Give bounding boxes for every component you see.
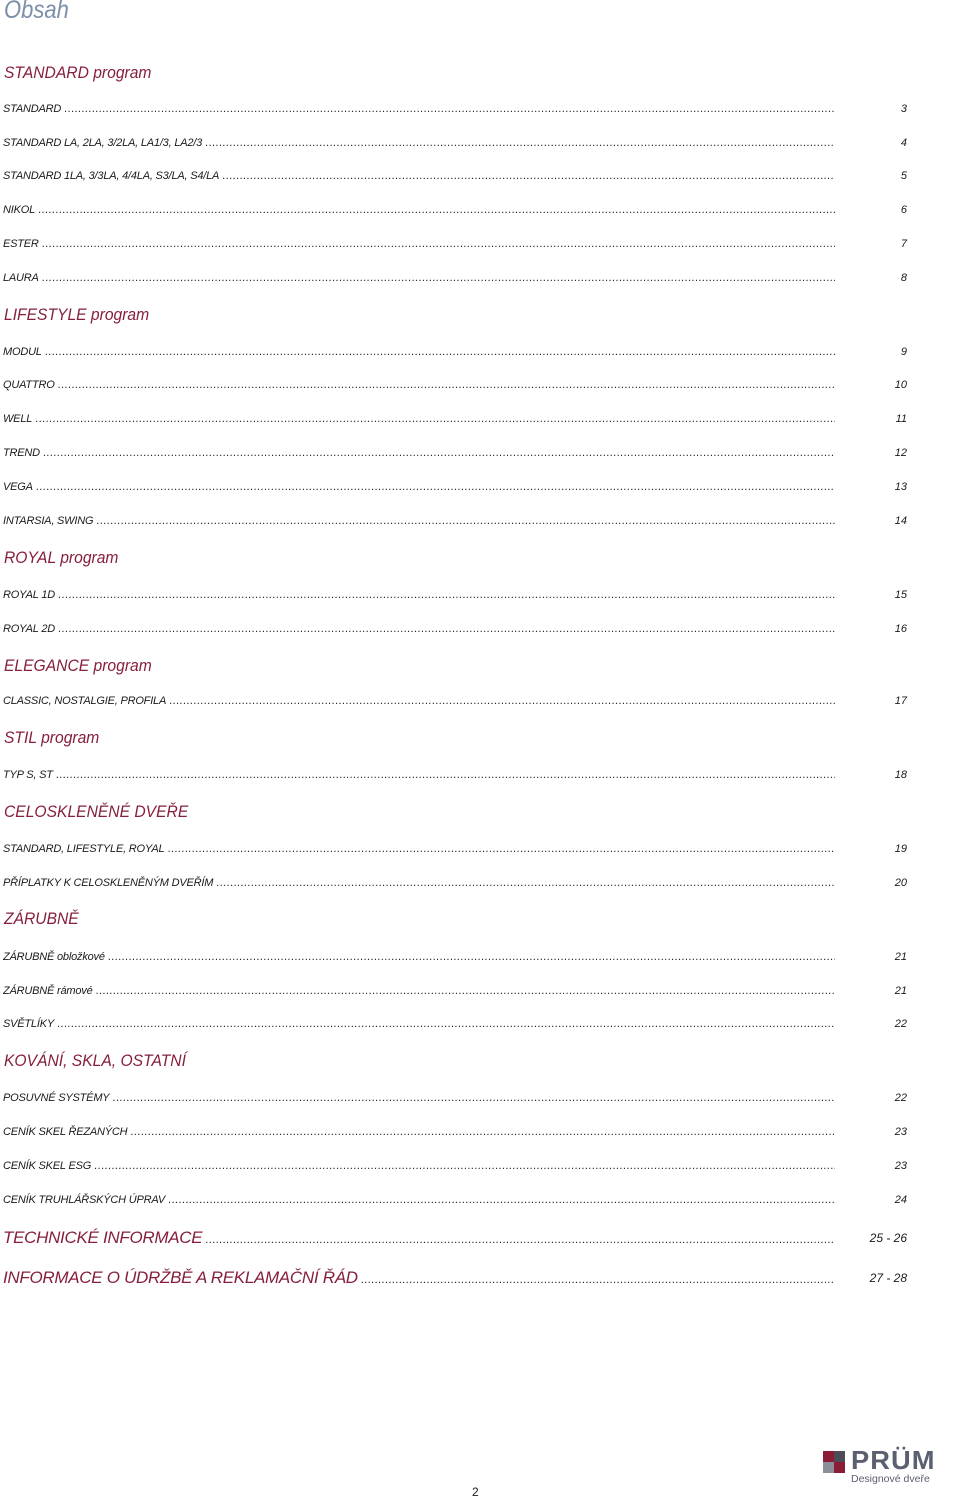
toc-entry-label-wrap bbox=[3, 693, 835, 709]
toc-entry[interactable] bbox=[0, 202, 960, 218]
toc-entry[interactable] bbox=[0, 1124, 960, 1140]
toc-entry[interactable] bbox=[0, 513, 960, 529]
toc-entry-label-wrap bbox=[3, 587, 835, 603]
toc-entry-label-wrap bbox=[3, 1016, 835, 1032]
logo-tagline: Designové dveře bbox=[851, 1473, 930, 1485]
toc-entry-label: WELL bbox=[3, 413, 33, 425]
toc-entry-label: ZÁRUBNĚ rámové bbox=[3, 985, 93, 997]
section-heading: CELOSKLENĚNÉ DVEŘE bbox=[4, 802, 189, 821]
toc-entry-page: 4 bbox=[900, 137, 907, 149]
toc-entry-page: 20 bbox=[894, 877, 907, 889]
toc-entry-page: 9 bbox=[900, 346, 907, 358]
toc-entry-page: 15 bbox=[894, 589, 907, 601]
toc-entry-label: CENÍK SKEL ŘEZANÝCH bbox=[3, 1126, 128, 1138]
toc-entry-label: STANDARD 1LA, 3/3LA, 4/4LA, S3/LA, S4/LA bbox=[3, 170, 220, 182]
toc-entry-label: STANDARD, LIFESTYLE, ROYAL bbox=[3, 843, 165, 855]
toc-entry[interactable] bbox=[0, 411, 960, 427]
toc-entry-label-wrap bbox=[3, 513, 835, 529]
toc-entry-label-wrap bbox=[3, 949, 835, 965]
toc-entry-label: INTARSIA, SWING bbox=[3, 515, 94, 527]
toc-entry-label-wrap bbox=[3, 841, 835, 857]
toc-entry[interactable] bbox=[0, 101, 960, 117]
toc-entry-label-wrap bbox=[3, 445, 835, 461]
toc-entry-page: 8 bbox=[900, 272, 907, 284]
toc-entry-label-wrap bbox=[3, 236, 835, 252]
toc-entry[interactable] bbox=[0, 377, 960, 393]
section-heading: ROYAL program bbox=[4, 548, 119, 567]
toc-entry-label-wrap bbox=[3, 411, 835, 427]
toc-entry-label: ESTER bbox=[3, 238, 39, 250]
toc-major-entry-label: TECHNICKÉ INFORMACE bbox=[3, 1228, 203, 1247]
toc-entry-label: NIKOL bbox=[3, 204, 36, 216]
toc-entry[interactable] bbox=[0, 344, 960, 360]
toc-entry-label: STANDARD LA, 2LA, 3/2LA, LA1/3, LA2/3 bbox=[3, 137, 203, 149]
toc-entry[interactable] bbox=[0, 135, 960, 151]
toc-entry-label-wrap bbox=[3, 1124, 835, 1140]
toc-entry-label-wrap bbox=[3, 101, 835, 117]
toc-entry[interactable] bbox=[0, 587, 960, 603]
toc-entry-page: 17 bbox=[894, 695, 907, 707]
section-heading: STIL program bbox=[4, 728, 100, 747]
toc-entry-page: 21 bbox=[894, 951, 907, 963]
toc-major-entry[interactable] bbox=[0, 1268, 960, 1288]
toc-entry[interactable] bbox=[0, 479, 960, 495]
toc-entry-page: 18 bbox=[894, 769, 907, 781]
section-heading: ZÁRUBNĚ bbox=[4, 909, 79, 928]
toc-entry[interactable] bbox=[0, 445, 960, 461]
toc-entry-label-wrap bbox=[3, 377, 835, 393]
toc-entry[interactable] bbox=[0, 1016, 960, 1032]
toc-entry-page: 16 bbox=[894, 623, 907, 635]
toc-entry-label-wrap bbox=[3, 621, 835, 637]
toc-entry-label: QUATTRO bbox=[3, 379, 55, 391]
toc-entry-label: PŘÍPLATKY K CELOSKLENĚNÝM DVEŘÍM bbox=[3, 877, 214, 889]
toc-entry-label: VEGA bbox=[3, 481, 33, 493]
toc-entry-page: 21 bbox=[894, 985, 907, 997]
toc-entry[interactable] bbox=[0, 1090, 960, 1106]
toc-entry-page: 6 bbox=[900, 204, 907, 216]
toc-entry-page: 24 bbox=[894, 1194, 907, 1206]
toc-entry-page: 3 bbox=[900, 103, 907, 115]
toc-entry-page: 5 bbox=[900, 170, 907, 182]
toc-entry-label: MODUL bbox=[3, 346, 42, 358]
toc-entry-page: 23 bbox=[894, 1126, 907, 1138]
toc-entry-label: ROYAL 1D bbox=[3, 589, 56, 601]
toc-entry[interactable] bbox=[0, 168, 960, 184]
toc-major-entry-page: 27 - 28 bbox=[869, 1271, 907, 1285]
toc-major-entry-label-wrap bbox=[3, 1268, 835, 1288]
toc-entry-label-wrap bbox=[3, 1090, 835, 1106]
toc-entry-page: 22 bbox=[894, 1018, 907, 1030]
toc-entry-page: 23 bbox=[894, 1160, 907, 1172]
toc-entry[interactable] bbox=[0, 270, 960, 286]
page-title: Obsah bbox=[4, 0, 69, 24]
toc-entry-label: CENÍK TRUHLÁŘSKÝCH ÚPRAV bbox=[3, 1194, 166, 1206]
toc-entry[interactable] bbox=[0, 621, 960, 637]
logo-brand: PRÜM bbox=[851, 1445, 936, 1475]
toc-entry[interactable] bbox=[0, 949, 960, 965]
toc-entry-label: ZÁRUBNĚ obložkové bbox=[3, 951, 105, 963]
toc-entry-page: 14 bbox=[894, 515, 907, 527]
toc-entry-label-wrap bbox=[3, 479, 835, 495]
toc-entry-label-wrap bbox=[3, 270, 835, 286]
toc-entry-label-wrap bbox=[3, 767, 835, 783]
toc-entry[interactable] bbox=[0, 767, 960, 783]
toc-entry-label-wrap bbox=[3, 875, 835, 891]
toc-entry-label-wrap bbox=[3, 1192, 835, 1208]
toc-entry-label: SVĚTLÍKY bbox=[3, 1018, 54, 1030]
section-heading: STANDARD program bbox=[4, 63, 152, 82]
toc-major-entry-label-wrap bbox=[3, 1228, 835, 1248]
toc-entry-page: 10 bbox=[894, 379, 907, 391]
toc-entry[interactable] bbox=[0, 1192, 960, 1208]
toc-entry[interactable] bbox=[0, 236, 960, 252]
toc-entry-label: TYP S, ST bbox=[3, 769, 53, 781]
toc-entry-page: 12 bbox=[894, 447, 907, 459]
prum-logo bbox=[823, 1445, 951, 1488]
toc-entry-label-wrap bbox=[3, 135, 835, 151]
toc-entry-label: TREND bbox=[3, 447, 40, 459]
toc-entry[interactable] bbox=[0, 983, 960, 999]
toc-major-entry-page: 25 - 26 bbox=[869, 1231, 907, 1245]
toc-entry-page: 11 bbox=[895, 413, 907, 425]
toc-entry-label: POSUVNÉ SYSTÉMY bbox=[3, 1092, 110, 1104]
toc-entry[interactable] bbox=[0, 841, 960, 857]
toc-entry-label: STANDARD bbox=[3, 103, 62, 115]
section-heading: LIFESTYLE program bbox=[4, 305, 150, 324]
toc-entry-label: LAURA bbox=[3, 272, 39, 284]
toc-entry-label: CENÍK SKEL ESG bbox=[3, 1160, 92, 1172]
logo-mark-icon bbox=[823, 1451, 845, 1473]
section-heading: ELEGANCE program bbox=[4, 656, 152, 675]
section-heading: KOVÁNÍ, SKLA, OSTATNÍ bbox=[4, 1051, 186, 1070]
toc-entry[interactable] bbox=[0, 1158, 960, 1174]
toc-major-entry[interactable] bbox=[0, 1228, 960, 1248]
toc-entry[interactable] bbox=[0, 693, 960, 709]
toc-entry-label: ROYAL 2D bbox=[3, 623, 56, 635]
toc-entry-label-wrap bbox=[3, 168, 835, 184]
toc-entry[interactable] bbox=[0, 875, 960, 891]
toc-entry-label-wrap bbox=[3, 344, 835, 360]
toc-entry-page: 13 bbox=[894, 481, 907, 493]
toc-major-entry-label: INFORMACE O ÚDRŽBĚ A REKLAMAČNÍ ŘÁD bbox=[3, 1268, 358, 1287]
toc-entry-label-wrap bbox=[3, 983, 835, 999]
toc-entry-page: 22 bbox=[894, 1092, 907, 1104]
toc-entry-label-wrap bbox=[3, 1158, 835, 1174]
toc-entry-page: 19 bbox=[894, 843, 907, 855]
page-number: 2 bbox=[472, 1485, 479, 1499]
toc-entry-label: CLASSIC, NOSTALGIE, PROFILA bbox=[3, 695, 167, 707]
toc-entry-label-wrap bbox=[3, 202, 835, 218]
toc-entry-page: 7 bbox=[900, 238, 907, 250]
